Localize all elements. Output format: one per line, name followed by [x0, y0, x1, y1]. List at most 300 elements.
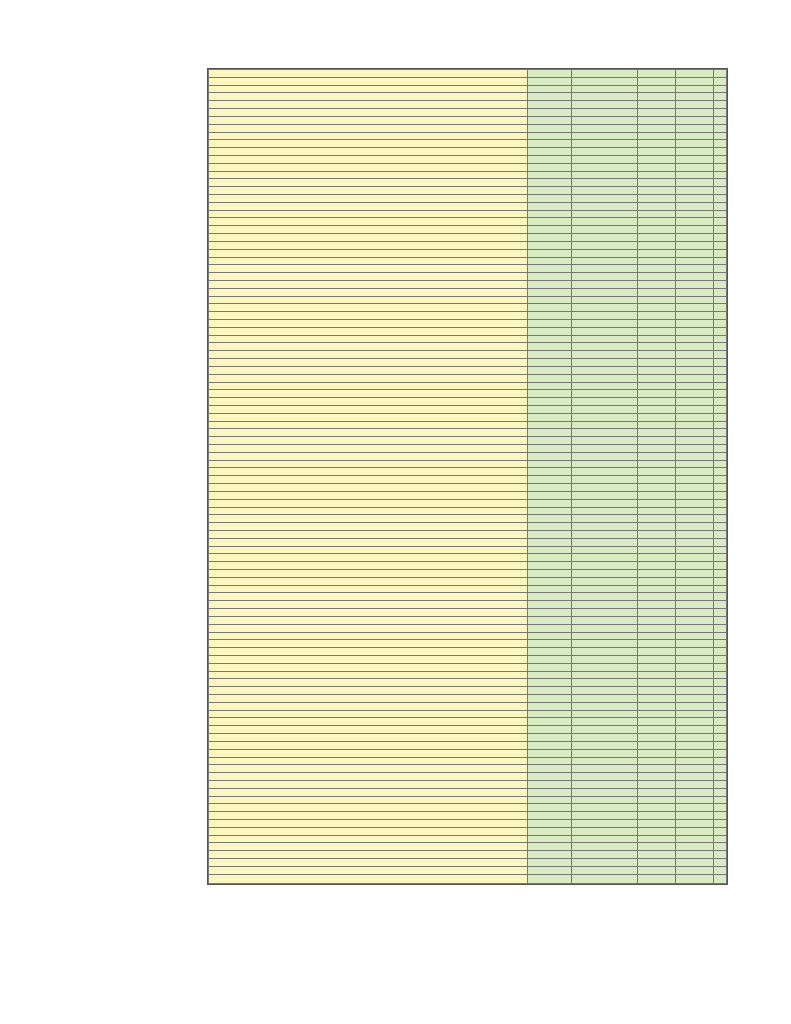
- table-cell-desc: [209, 499, 528, 507]
- table-cell-time: [572, 515, 638, 523]
- table-cell-date: [638, 577, 676, 585]
- table-cell-time: [572, 437, 638, 445]
- table-row: [209, 655, 727, 663]
- table-cell-time: [572, 554, 638, 562]
- table-row: [209, 195, 727, 203]
- table-cell-place: [528, 288, 572, 296]
- table-cell-place: [528, 577, 572, 585]
- table-row: [209, 241, 727, 249]
- table-cell-place: [528, 749, 572, 757]
- table-row: [209, 374, 727, 382]
- table-cell-time: [572, 726, 638, 734]
- table-cell-num: [714, 718, 727, 726]
- table-row: [209, 296, 727, 304]
- table-cell-desc: [209, 390, 528, 398]
- table-row: [209, 491, 727, 499]
- table-cell-num: [714, 257, 727, 265]
- table-cell-desc: [209, 780, 528, 788]
- table-row: [209, 312, 727, 320]
- table-cell-num: [714, 609, 727, 617]
- table-cell-day: [676, 820, 714, 828]
- table-cell-desc: [209, 140, 528, 148]
- table-cell-time: [572, 85, 638, 93]
- table-cell-num: [714, 843, 727, 851]
- table-cell-desc: [209, 335, 528, 343]
- table-row: [209, 788, 727, 796]
- table-cell-place: [528, 382, 572, 390]
- table-row: [209, 616, 727, 624]
- table-row: [209, 804, 727, 812]
- table-cell-time: [572, 749, 638, 757]
- table-row: [209, 468, 727, 476]
- table-cell-desc: [209, 695, 528, 703]
- table-row: [209, 124, 727, 132]
- table-cell-place: [528, 343, 572, 351]
- table-cell-place: [528, 241, 572, 249]
- table-cell-num: [714, 421, 727, 429]
- table-cell-day: [676, 452, 714, 460]
- table-cell-day: [676, 765, 714, 773]
- table-cell-day: [676, 101, 714, 109]
- table-cell-place: [528, 249, 572, 257]
- table-row: [209, 187, 727, 195]
- table-row: [209, 546, 727, 554]
- table-cell-date: [638, 859, 676, 867]
- table-cell-date: [638, 491, 676, 499]
- table-cell-day: [676, 70, 714, 78]
- table-row: [209, 85, 727, 93]
- table-cell-num: [714, 265, 727, 273]
- table-cell-num: [714, 812, 727, 820]
- table-cell-time: [572, 445, 638, 453]
- table-cell-day: [676, 398, 714, 406]
- table-row: [209, 288, 727, 296]
- table-cell-num: [714, 538, 727, 546]
- table-cell-desc: [209, 265, 528, 273]
- table-row: [209, 70, 727, 78]
- table-cell-num: [714, 296, 727, 304]
- table-cell-time: [572, 484, 638, 492]
- table-cell-desc: [209, 562, 528, 570]
- table-cell-place: [528, 148, 572, 156]
- table-cell-desc: [209, 796, 528, 804]
- table-cell-date: [638, 93, 676, 101]
- table-cell-num: [714, 796, 727, 804]
- table-cell-num: [714, 757, 727, 765]
- table-cell-day: [676, 413, 714, 421]
- table-cell-time: [572, 109, 638, 117]
- table-cell-desc: [209, 859, 528, 867]
- table-cell-day: [676, 171, 714, 179]
- table-cell-time: [572, 538, 638, 546]
- table-cell-desc: [209, 663, 528, 671]
- table-cell-time: [572, 179, 638, 187]
- table-cell-num: [714, 702, 727, 710]
- table-cell-time: [572, 695, 638, 703]
- table-cell-num: [714, 820, 727, 828]
- table-cell-day: [676, 671, 714, 679]
- table-row: [209, 398, 727, 406]
- table-cell-place: [528, 718, 572, 726]
- table-row: [209, 265, 727, 273]
- table-cell-date: [638, 452, 676, 460]
- table-cell-place: [528, 710, 572, 718]
- table-cell-desc: [209, 851, 528, 859]
- table-cell-num: [714, 398, 727, 406]
- table-cell-date: [638, 616, 676, 624]
- table-row: [209, 812, 727, 820]
- table-row: [209, 820, 727, 828]
- table-cell-num: [714, 726, 727, 734]
- table-cell-day: [676, 476, 714, 484]
- table-cell-date: [638, 562, 676, 570]
- table-cell-time: [572, 648, 638, 656]
- table-cell-time: [572, 195, 638, 203]
- table-cell-time: [572, 585, 638, 593]
- table-row: [209, 484, 727, 492]
- table-cell-num: [714, 663, 727, 671]
- table-cell-date: [638, 296, 676, 304]
- table-cell-day: [676, 679, 714, 687]
- table-cell-time: [572, 312, 638, 320]
- table-cell-num: [714, 195, 727, 203]
- table-cell-time: [572, 780, 638, 788]
- table-cell-time: [572, 124, 638, 132]
- table-cell-date: [638, 312, 676, 320]
- table-cell-place: [528, 155, 572, 163]
- table-cell-date: [638, 874, 676, 883]
- table-cell-time: [572, 788, 638, 796]
- table-cell-desc: [209, 648, 528, 656]
- table-cell-date: [638, 351, 676, 359]
- table-cell-num: [714, 437, 727, 445]
- table-cell-num: [714, 148, 727, 156]
- table-cell-time: [572, 101, 638, 109]
- table-cell-desc: [209, 179, 528, 187]
- table-cell-place: [528, 874, 572, 883]
- table-row: [209, 320, 727, 328]
- table-cell-num: [714, 374, 727, 382]
- table-cell-num: [714, 655, 727, 663]
- table-cell-date: [638, 148, 676, 156]
- table-cell-time: [572, 507, 638, 515]
- table-cell-desc: [209, 757, 528, 765]
- table-cell-date: [638, 257, 676, 265]
- table-cell-date: [638, 460, 676, 468]
- table-cell-time: [572, 187, 638, 195]
- table-cell-place: [528, 765, 572, 773]
- table-row: [209, 780, 727, 788]
- table-row: [209, 741, 727, 749]
- table-row: [209, 538, 727, 546]
- table-cell-place: [528, 374, 572, 382]
- table-row: [209, 257, 727, 265]
- table-row: [209, 351, 727, 359]
- table-cell-num: [714, 218, 727, 226]
- table-row: [209, 640, 727, 648]
- table-cell-day: [676, 507, 714, 515]
- table-cell-num: [714, 93, 727, 101]
- table-cell-place: [528, 546, 572, 554]
- table-cell-date: [638, 663, 676, 671]
- table-cell-desc: [209, 429, 528, 437]
- table-cell-date: [638, 234, 676, 242]
- table-cell-day: [676, 710, 714, 718]
- table-row: [209, 93, 727, 101]
- table-row: [209, 148, 727, 156]
- table-row: [209, 710, 727, 718]
- table-row: [209, 835, 727, 843]
- table-cell-time: [572, 570, 638, 578]
- table-cell-day: [676, 734, 714, 742]
- table-cell-date: [638, 288, 676, 296]
- table-cell-num: [714, 304, 727, 312]
- table-cell-time: [572, 609, 638, 617]
- table-cell-date: [638, 523, 676, 531]
- table-cell-time: [572, 679, 638, 687]
- table-cell-desc: [209, 804, 528, 812]
- table-cell-date: [638, 530, 676, 538]
- table-cell-desc: [209, 304, 528, 312]
- table-cell-desc: [209, 445, 528, 453]
- table-cell-place: [528, 273, 572, 281]
- table-cell-place: [528, 671, 572, 679]
- table-cell-place: [528, 312, 572, 320]
- table-row: [209, 343, 727, 351]
- table-cell-time: [572, 429, 638, 437]
- table-cell-place: [528, 195, 572, 203]
- table-cell-time: [572, 148, 638, 156]
- table-row: [209, 757, 727, 765]
- table-cell-date: [638, 280, 676, 288]
- table-cell-desc: [209, 218, 528, 226]
- table-cell-num: [714, 163, 727, 171]
- table-cell-desc: [209, 632, 528, 640]
- table-cell-desc: [209, 616, 528, 624]
- table-cell-desc: [209, 710, 528, 718]
- table-cell-desc: [209, 327, 528, 335]
- table-cell-date: [638, 413, 676, 421]
- table-row: [209, 413, 727, 421]
- schedule-table-body: [209, 70, 727, 884]
- table-cell-date: [638, 671, 676, 679]
- table-cell-desc: [209, 820, 528, 828]
- table-cell-time: [572, 405, 638, 413]
- table-cell-day: [676, 749, 714, 757]
- table-cell-place: [528, 390, 572, 398]
- table-cell-day: [676, 366, 714, 374]
- table-cell-desc: [209, 788, 528, 796]
- table-cell-date: [638, 507, 676, 515]
- table-cell-time: [572, 320, 638, 328]
- table-cell-place: [528, 523, 572, 531]
- table-cell-num: [714, 70, 727, 78]
- table-row: [209, 593, 727, 601]
- table-cell-place: [528, 609, 572, 617]
- table-cell-day: [676, 570, 714, 578]
- table-cell-day: [676, 554, 714, 562]
- table-cell-date: [638, 476, 676, 484]
- table-cell-time: [572, 866, 638, 874]
- table-row: [209, 273, 727, 281]
- table-cell-day: [676, 327, 714, 335]
- table-cell-date: [638, 702, 676, 710]
- table-cell-desc: [209, 210, 528, 218]
- table-cell-day: [676, 351, 714, 359]
- table-cell-desc: [209, 624, 528, 632]
- table-cell-place: [528, 624, 572, 632]
- table-cell-desc: [209, 640, 528, 648]
- table-cell-date: [638, 382, 676, 390]
- table-cell-num: [714, 124, 727, 132]
- table-row: [209, 437, 727, 445]
- table-cell-day: [676, 538, 714, 546]
- table-cell-num: [714, 171, 727, 179]
- table-cell-place: [528, 476, 572, 484]
- table-cell-place: [528, 226, 572, 234]
- table-cell-time: [572, 671, 638, 679]
- table-cell-num: [714, 460, 727, 468]
- table-cell-desc: [209, 538, 528, 546]
- table-cell-date: [638, 249, 676, 257]
- table-cell-place: [528, 866, 572, 874]
- table-row: [209, 827, 727, 835]
- table-cell-num: [714, 679, 727, 687]
- table-cell-num: [714, 359, 727, 367]
- table-cell-num: [714, 476, 727, 484]
- table-cell-day: [676, 796, 714, 804]
- table-cell-time: [572, 546, 638, 554]
- table-cell-time: [572, 280, 638, 288]
- table-row: [209, 632, 727, 640]
- table-row: [209, 210, 727, 218]
- table-cell-desc: [209, 226, 528, 234]
- table-row: [209, 679, 727, 687]
- table-cell-desc: [209, 702, 528, 710]
- table-cell-day: [676, 312, 714, 320]
- table-cell-place: [528, 757, 572, 765]
- table-cell-place: [528, 140, 572, 148]
- table-cell-time: [572, 335, 638, 343]
- table-row: [209, 460, 727, 468]
- table-cell-desc: [209, 734, 528, 742]
- table-cell-time: [572, 257, 638, 265]
- table-cell-num: [714, 226, 727, 234]
- table-cell-date: [638, 718, 676, 726]
- table-cell-date: [638, 179, 676, 187]
- table-row: [209, 523, 727, 531]
- table-row: [209, 116, 727, 124]
- table-cell-desc: [209, 109, 528, 117]
- table-cell-num: [714, 77, 727, 85]
- table-cell-day: [676, 593, 714, 601]
- table-cell-date: [638, 366, 676, 374]
- table-cell-num: [714, 710, 727, 718]
- table-cell-desc: [209, 546, 528, 554]
- table-cell-day: [676, 296, 714, 304]
- table-cell-time: [572, 210, 638, 218]
- table-cell-date: [638, 421, 676, 429]
- table-cell-time: [572, 234, 638, 242]
- table-cell-day: [676, 335, 714, 343]
- table-cell-day: [676, 429, 714, 437]
- table-cell-time: [572, 132, 638, 140]
- table-cell-place: [528, 780, 572, 788]
- table-cell-place: [528, 570, 572, 578]
- table-cell-place: [528, 265, 572, 273]
- table-cell-day: [676, 851, 714, 859]
- table-cell-day: [676, 640, 714, 648]
- table-cell-date: [638, 304, 676, 312]
- table-cell-desc: [209, 726, 528, 734]
- table-cell-day: [676, 835, 714, 843]
- table-cell-day: [676, 218, 714, 226]
- table-cell-desc: [209, 85, 528, 93]
- table-cell-time: [572, 757, 638, 765]
- table-cell-num: [714, 695, 727, 703]
- table-row: [209, 530, 727, 538]
- table-cell-date: [638, 210, 676, 218]
- table-row: [209, 132, 727, 140]
- table-row: [209, 671, 727, 679]
- table-cell-date: [638, 734, 676, 742]
- table-cell-desc: [209, 101, 528, 109]
- table-cell-date: [638, 695, 676, 703]
- table-row: [209, 109, 727, 117]
- table-cell-desc: [209, 570, 528, 578]
- table-cell-time: [572, 202, 638, 210]
- table-cell-date: [638, 241, 676, 249]
- table-cell-place: [528, 304, 572, 312]
- table-cell-time: [572, 366, 638, 374]
- table-cell-place: [528, 530, 572, 538]
- table-cell-date: [638, 445, 676, 453]
- table-cell-day: [676, 390, 714, 398]
- table-cell-desc: [209, 601, 528, 609]
- table-row: [209, 429, 727, 437]
- schedule-table-sheet: [207, 68, 728, 885]
- table-cell-place: [528, 648, 572, 656]
- table-cell-time: [572, 804, 638, 812]
- table-cell-date: [638, 796, 676, 804]
- table-cell-desc: [209, 405, 528, 413]
- table-cell-time: [572, 827, 638, 835]
- table-cell-day: [676, 343, 714, 351]
- table-cell-desc: [209, 343, 528, 351]
- table-cell-date: [638, 749, 676, 757]
- table-cell-day: [676, 155, 714, 163]
- table-cell-num: [714, 140, 727, 148]
- table-cell-day: [676, 140, 714, 148]
- table-cell-num: [714, 280, 727, 288]
- table-cell-desc: [209, 70, 528, 78]
- table-cell-day: [676, 515, 714, 523]
- table-cell-place: [528, 640, 572, 648]
- table-cell-place: [528, 687, 572, 695]
- table-cell-desc: [209, 257, 528, 265]
- table-cell-date: [638, 648, 676, 656]
- table-cell-date: [638, 538, 676, 546]
- table-cell-num: [714, 546, 727, 554]
- table-cell-day: [676, 648, 714, 656]
- table-cell-place: [528, 804, 572, 812]
- table-cell-day: [676, 437, 714, 445]
- table-cell-desc: [209, 843, 528, 851]
- table-cell-day: [676, 234, 714, 242]
- table-cell-time: [572, 523, 638, 531]
- table-cell-desc: [209, 366, 528, 374]
- table-cell-date: [638, 687, 676, 695]
